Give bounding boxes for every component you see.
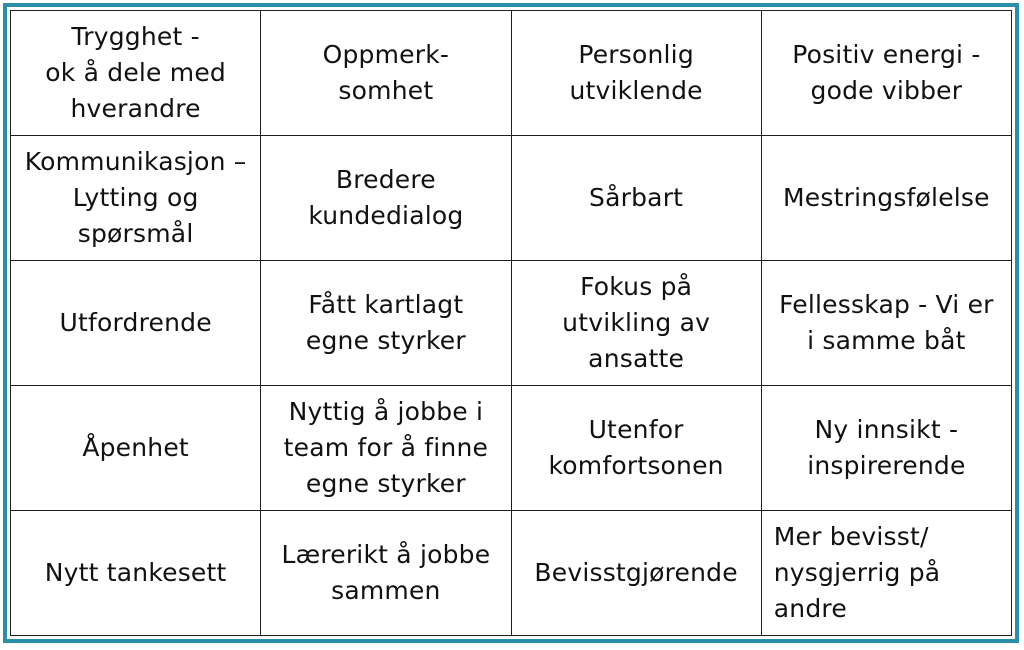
- cell-text: Mer bevisst/ nysgjerrig på andre: [773, 521, 941, 624]
- cell-text: Kommunikasjon – Lytting og spørsmål: [24, 146, 247, 249]
- grid-row-2: [11, 136, 1012, 261]
- cell-text: Bevisstgjørende: [534, 557, 738, 587]
- cell-text: Nytt tankesett: [44, 557, 227, 587]
- cell-text: Oppmerk- somhet: [322, 39, 450, 105]
- grid-cell: [761, 386, 1011, 511]
- grid-cell: [761, 11, 1011, 136]
- grid-cell: [511, 511, 761, 636]
- cell-text: Personlig utviklende: [569, 39, 703, 105]
- cell-text: Lærerikt å jobbe sammen: [281, 539, 491, 605]
- grid-cell: [761, 511, 1011, 636]
- grid-cell: [261, 261, 511, 386]
- cell-text: Fellesskap - Vi er i samme båt: [779, 289, 994, 355]
- cell-text: Bredere kundedialog: [308, 164, 464, 230]
- grid-cell: [511, 11, 761, 136]
- grid-cell: [511, 136, 761, 261]
- cell-text: Fokus på utvikling av ansatte: [562, 271, 711, 374]
- grid-cell: [11, 261, 261, 386]
- grid-cell: [11, 11, 261, 136]
- cell-text: Fått kartlagt egne styrker: [305, 289, 466, 355]
- grid-cell: [761, 136, 1011, 261]
- cell-text: Mestringsfølelse: [783, 182, 990, 212]
- grid-cell: [261, 11, 511, 136]
- cell-text: Utfordrende: [59, 307, 212, 337]
- grid-cell: [261, 511, 511, 636]
- cell-text: Ny innsikt - inspirerende: [807, 414, 966, 480]
- grid-row-1: [11, 11, 1012, 136]
- grid-row-3: [11, 261, 1012, 386]
- word-grid-table: [10, 10, 1012, 636]
- grid-row-4: [11, 386, 1012, 511]
- word-grid-frame: [3, 3, 1019, 643]
- grid-cell: [11, 511, 261, 636]
- cell-text: Trygghet - ok å dele med hverandre: [45, 21, 226, 124]
- grid-cell: [261, 386, 511, 511]
- grid-cell: [11, 136, 261, 261]
- grid-cell: [511, 386, 761, 511]
- grid-cell: [11, 386, 261, 511]
- cell-text: Åpenhet: [82, 432, 189, 462]
- grid-cell: [511, 261, 761, 386]
- cell-text: Utenfor komfortsonen: [548, 414, 724, 480]
- cell-text: Positiv energi - gode vibber: [792, 39, 981, 105]
- grid-cell: [761, 261, 1011, 386]
- grid-row-5: [11, 511, 1012, 636]
- grid-cell: [261, 136, 511, 261]
- cell-text: Sårbart: [589, 182, 684, 212]
- cell-text: Nyttig å jobbe i team for å finne egne styrker: [283, 396, 489, 499]
